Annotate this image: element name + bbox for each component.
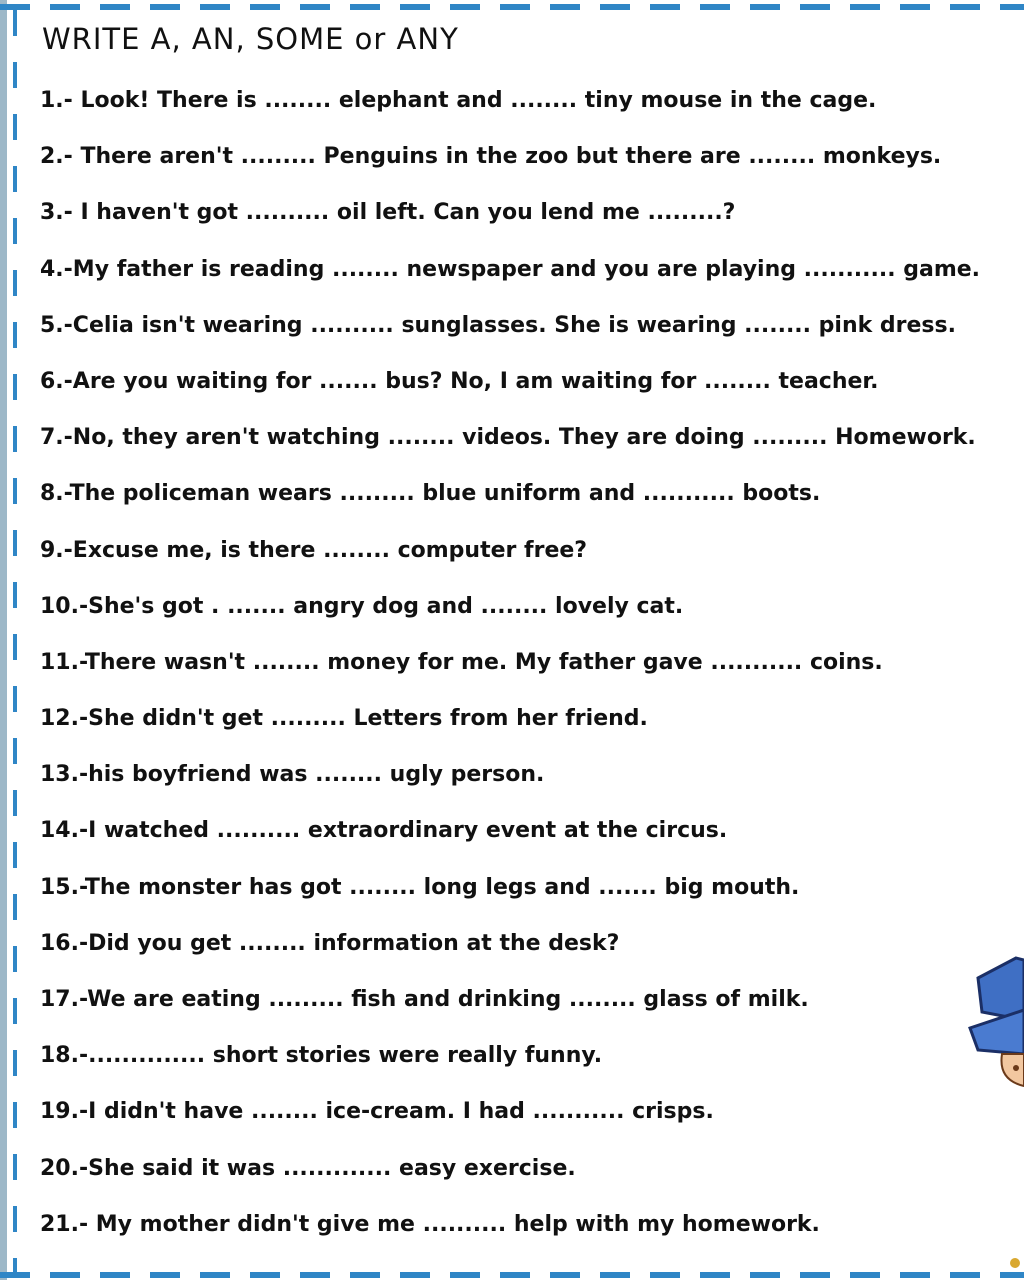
sentence-7: 7.-No, they aren't watching ........ videos. They are doing ......... Homework. bbox=[40, 425, 976, 451]
sentence-5: 5.-Celia isn't wearing .......... sunglasses. She is wearing ........ pink dress. bbox=[40, 312, 956, 338]
sentence-8: 8.-The policeman wears ......... blue uniform and ........... boots. bbox=[40, 481, 821, 507]
sentence-21: 21.- My mother didn't give me .......... help with my homework. bbox=[40, 1211, 820, 1237]
sentence-1: 1.- Look! There is ........ elephant and ........ tiny mouse in the cage. bbox=[40, 88, 877, 113]
sentence-2: 2.- There aren't ......... Penguins in the zoo but there are ........ monkeys. bbox=[40, 144, 942, 170]
sentence-6: 6.-Are you waiting for ....... bus? No, I am waiting for ........ teacher. bbox=[40, 368, 879, 394]
cartoon-character-icon bbox=[968, 950, 1024, 1100]
frame-left-border bbox=[13, 10, 17, 1272]
sentence-14: 14.-I watched .......... extraordinary event at the circus. bbox=[40, 818, 728, 844]
sentence-9: 9.-Excuse me, is there ........ computer free? bbox=[40, 537, 588, 563]
worksheet-title: WRITE A, AN, SOME or ANY bbox=[42, 22, 459, 56]
frame-top-border bbox=[0, 4, 1024, 10]
page-edge-bar bbox=[0, 0, 7, 1280]
sentence-13: 13.-his boyfriend was ........ ugly person. bbox=[40, 762, 545, 788]
sentence-4: 4.-My father is reading ........ newspaper and you are playing ........... game. bbox=[40, 256, 981, 282]
sentence-19: 19.-I didn't have ........ ice-cream. I had ........... crisps. bbox=[40, 1099, 714, 1125]
sentence-list bbox=[40, 86, 1000, 1266]
frame-bottom-border bbox=[0, 1272, 1024, 1278]
sentence-11: 11.-There wasn't ........ money for me. My father gave ........... coins. bbox=[40, 649, 883, 675]
sentence-10: 10.-She's got . ....... angry dog and ........ lovely cat. bbox=[40, 593, 684, 619]
sentence-16: 16.-Did you get ........ information at the desk? bbox=[40, 930, 620, 956]
sentence-17: 17.-We are eating ......... fish and drinking ........ glass of milk. bbox=[40, 987, 809, 1012]
sentence-18: 18.-.............. short stories were really funny. bbox=[40, 1043, 603, 1069]
sentence-3: 3.- I haven't got .......... oil left. Can you lend me .........? bbox=[40, 200, 736, 226]
sentence-20: 20.-She said it was ............. easy exercise. bbox=[40, 1155, 576, 1181]
sentence-15: 15.-The monster has got ........ long legs and ....... big mouth. bbox=[40, 874, 800, 900]
corner-logo-icon bbox=[1010, 1258, 1020, 1268]
sentence-12: 12.-She didn't get ......... Letters from her friend. bbox=[40, 706, 648, 732]
